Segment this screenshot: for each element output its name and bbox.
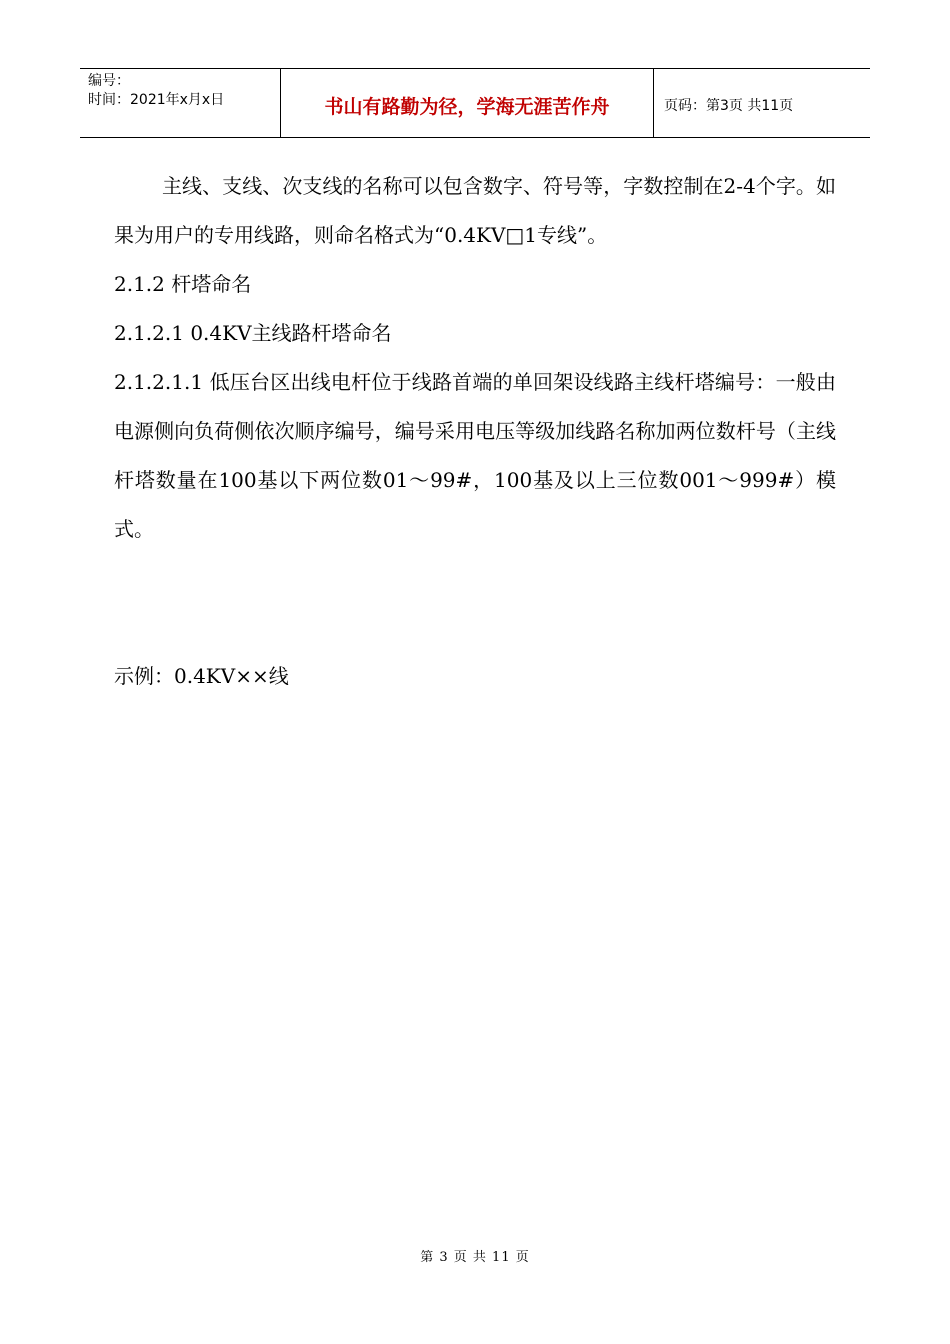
page-footer: 第 3 页 共 11 页 [420,1250,530,1265]
section-heading-tower-naming: 2.1.2 杆塔命名 [114,272,252,296]
document-body [114,162,836,701]
document-number-label: 编号： [88,73,130,89]
document-time-label: 时间：2021年x月x日 [88,92,225,108]
header-page-info: 页码：第3页 共11页 [664,98,794,114]
section-heading-main-line-tower: 2.1.2.1 0.4KV主线路杆塔命名 [114,321,392,345]
blank-space [114,554,836,652]
example-text: 示例：0.4KV××线 [114,664,289,688]
page-header [80,68,870,138]
paragraph-line-names: 主线、支线、次支线的名称可以包含数字、符号等，字数控制在2-4个字。如果为用户的专用线路，则命名格式为“0.4KV□1专线”。 [114,174,836,247]
paragraph-tower-numbering: 2.1.2.1.1 低压台区出线电杆位于线路首端的单回架设线路主线杆塔编号：一般由电源侧向负荷侧依次顺序编号，编号采用电压等级加线路名称加两位数杆号（主线杆塔数量在100基以下两位数01～99#，100基及以上三位数001～999#）模式。 [114,370,836,541]
header-meta [80,69,281,137]
header-motto: 书山有路勤为径，学海无涯苦作舟 [281,69,654,137]
